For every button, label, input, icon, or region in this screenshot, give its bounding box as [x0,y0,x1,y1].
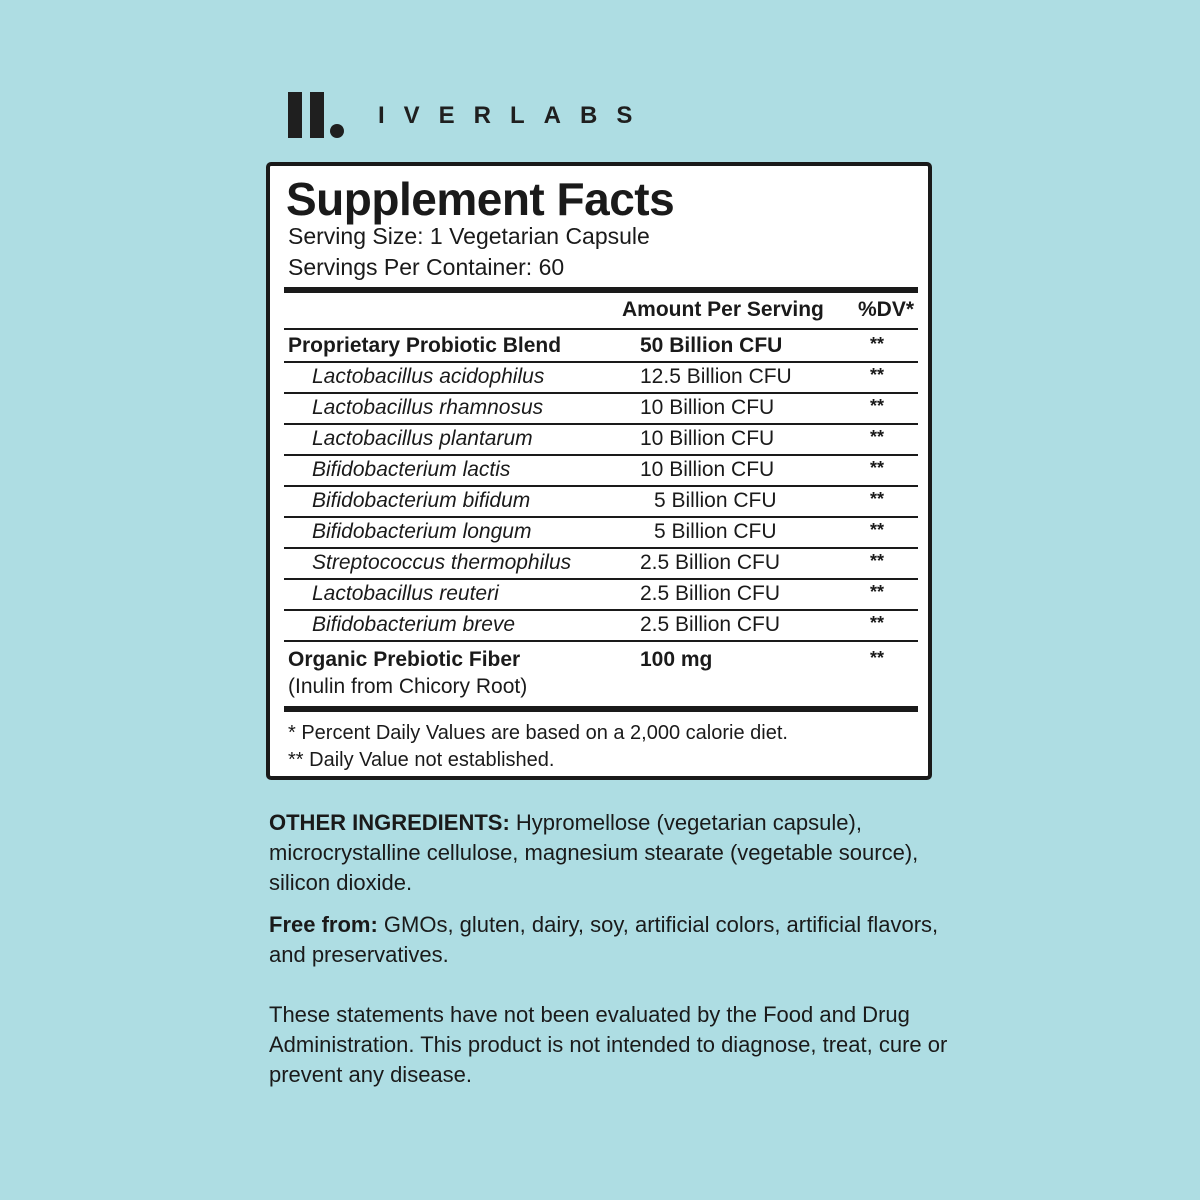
row-divider [284,640,918,642]
thick-divider-bottom [284,706,918,712]
brand-name: IVERLABS [378,102,652,129]
ingredient-amount: 5 Billion CFU [654,520,777,543]
ingredient-dv: ** [870,582,885,602]
table-row [284,611,918,642]
ingredient-amount: 5 Billion CFU [654,489,777,512]
table-row [284,549,918,580]
ingredient-name: Lactobacillus rhamnosus [312,396,544,419]
ingredient-dv: ** [870,458,885,478]
supplement-facts-panel [266,162,932,780]
ingredient-dv: ** [870,489,885,509]
ingredient-dv: ** [870,365,885,385]
footnote-not-established: ** Daily Value not established. [288,749,555,771]
ingredient-dv: ** [870,396,885,416]
ingredient-dv: ** [870,334,885,354]
ingredient-name: Bifidobacterium breve [312,613,516,636]
serving-size: Serving Size: 1 Vegetarian Capsule [288,223,650,249]
column-header-amount: Amount Per Serving [622,298,824,321]
ingredient-amount: 2.5 Billion CFU [640,551,781,574]
other-ingredients [269,808,949,898]
other-ingredients-label: OTHER INGREDIENTS: [269,810,510,835]
ingredient-amount: 2.5 Billion CFU [640,582,781,605]
footnote-dv: * Percent Daily Values are based on a 2,000 calorie diet. [288,722,788,744]
ingredient-amount: 12.5 Billion CFU [640,365,792,388]
panel-title: Supplement Facts [286,173,675,225]
table-row [284,580,918,611]
thick-divider [284,287,918,293]
free-from [269,910,949,970]
free-from-label: Free from: [269,912,378,937]
ingredient-name: Streptococcus thermophilus [312,551,572,574]
ingredient-amount: 50 Billion CFU [640,334,783,357]
ingredient-amount: 2.5 Billion CFU [640,613,781,636]
table-row-blend [284,332,918,363]
table-row [284,487,918,518]
ingredient-name: Proprietary Probiotic Blend [288,334,562,357]
table-row-fiber [284,644,918,704]
header-divider [284,328,918,330]
servings-per-container: Servings Per Container: 60 [288,254,565,280]
table-row [284,394,918,425]
free-from-text: GMOs, gluten, dairy, soy, artificial colors, artificial flavors, and preservatives. [269,912,939,967]
table-row [284,456,918,487]
fiber-name: Organic Prebiotic Fiber [288,648,521,671]
table-row [284,518,918,549]
fiber-description: (Inulin from Chicory Root) [288,675,528,698]
ingredient-name: Bifidobacterium lactis [312,458,511,481]
fda-disclaimer: These statements have not been evaluated by the Food and Drug Administration. This product is not intended to diagnose, treat, cure or prevent any disease. [269,1002,948,1087]
fiber-amount: 100 mg [640,648,713,671]
table-row [284,425,918,456]
ingredient-name: Lactobacillus reuteri [312,582,499,605]
ingredient-dv: ** [870,551,885,571]
ingredient-amount: 10 Billion CFU [640,396,775,419]
column-header-dv: %DV* [858,298,915,321]
ingredient-dv: ** [870,613,885,633]
ingredient-amount: 10 Billion CFU [640,427,775,450]
table-row [284,363,918,394]
ingredient-name: Bifidobacterium bifidum [312,489,531,512]
ingredient-dv: ** [870,427,885,447]
other-ingredients-text: Hypromellose (vegetarian capsule), microcrystalline cellulose, magnesium stearate (vegetable source), silicon dioxide. [269,810,919,895]
brand-logo [286,92,652,140]
fiber-dv: ** [870,648,885,668]
ingredient-dv: ** [870,520,885,540]
ingredient-amount: 10 Billion CFU [640,458,775,481]
ingredient-name: Lactobacillus plantarum [312,427,533,450]
ingredient-name: Bifidobacterium longum [312,520,532,543]
ingredient-name: Lactobacillus acidophilus [312,365,545,388]
logo-mark-icon [286,92,348,140]
